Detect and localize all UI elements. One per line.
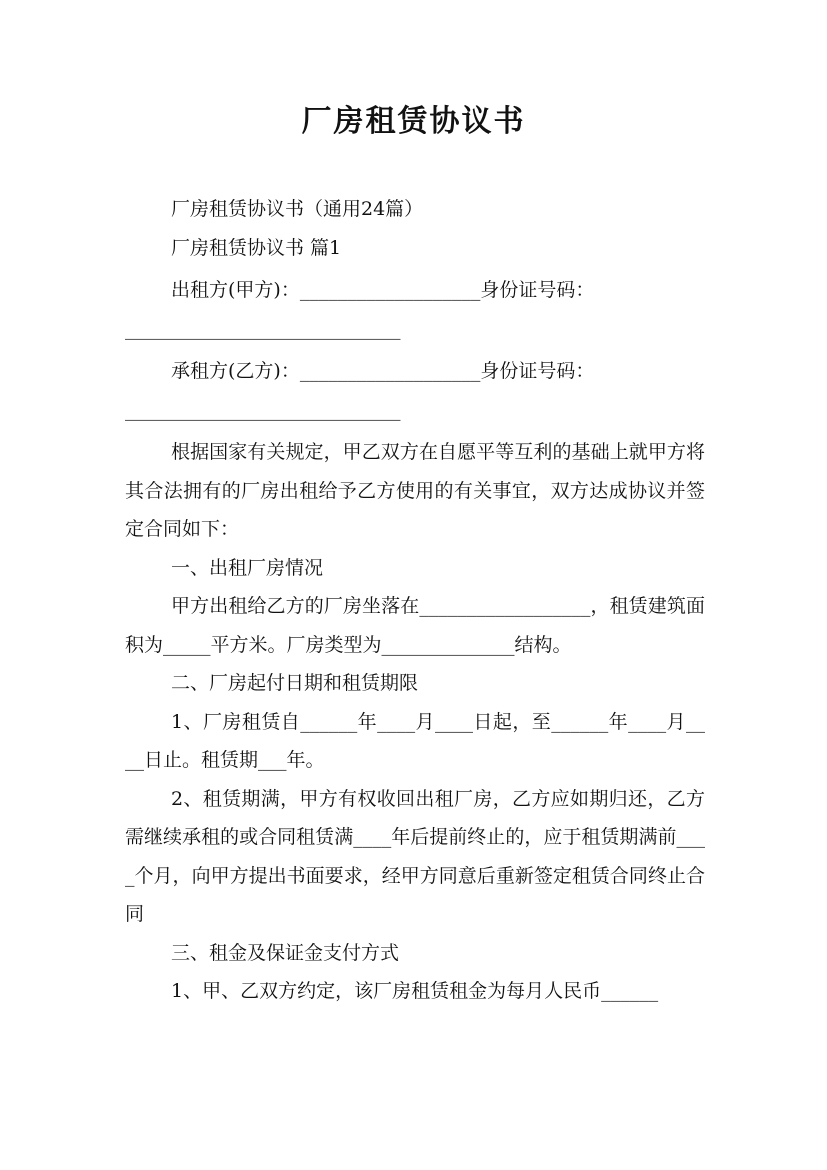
- paragraph-heading-3: 三、租金及保证金支付方式: [171, 941, 400, 964]
- paragraph-term: 1、厂房租赁自______年____月____日起，至______年____月____日止。租赁期___年。: [125, 710, 705, 771]
- paragraph-heading-1: 一、出租厂房情况: [171, 556, 324, 579]
- paragraph-lessee: 承租方(乙方)：___________________身份证号码：: [171, 360, 595, 382]
- paragraph-lessor: 出租方(甲方)：___________________身份证号码：: [171, 279, 595, 301]
- paragraph-subtitle: 厂房租赁协议书（通用24篇）: [171, 198, 424, 220]
- paragraph-heading-2: 二、厂房起付日期和租赁期限: [171, 672, 419, 694]
- paragraph-preamble: 根据国家有关规定，甲乙双方在自愿平等互利的基础上就甲方将其合法拥有的厂房出租给予乙方使用的有关事宜，双方达成协议并签定合同如下：: [125, 441, 705, 540]
- document-body: [125, 190, 705, 1011]
- paragraph-section-heading: 厂房租赁协议书 篇1: [171, 236, 342, 259]
- paragraph-lessee-id-line: _____________________________: [125, 398, 401, 421]
- paragraph-property-info: 甲方出租给乙方的厂房坐落在__________________，租赁建筑面积为_____平方米。厂房类型为______________结构。: [125, 595, 705, 656]
- paragraph-lessor-id-line: _____________________________: [125, 317, 401, 340]
- paragraph-expiry: 2、租赁期满，甲方有权收回出租厂房，乙方应如期归还，乙方需继续承租的或合同租赁满____年后提前终止的，应于租赁期满前____个月，向甲方提出书面要求，经甲方同意后重新签定租赁合同终止合同: [125, 787, 705, 925]
- paragraph-rent: 1、甲、乙双方约定，该厂房租赁租金为每月人民币______: [171, 980, 659, 1002]
- document-title: 厂房租赁协议书: [301, 104, 526, 139]
